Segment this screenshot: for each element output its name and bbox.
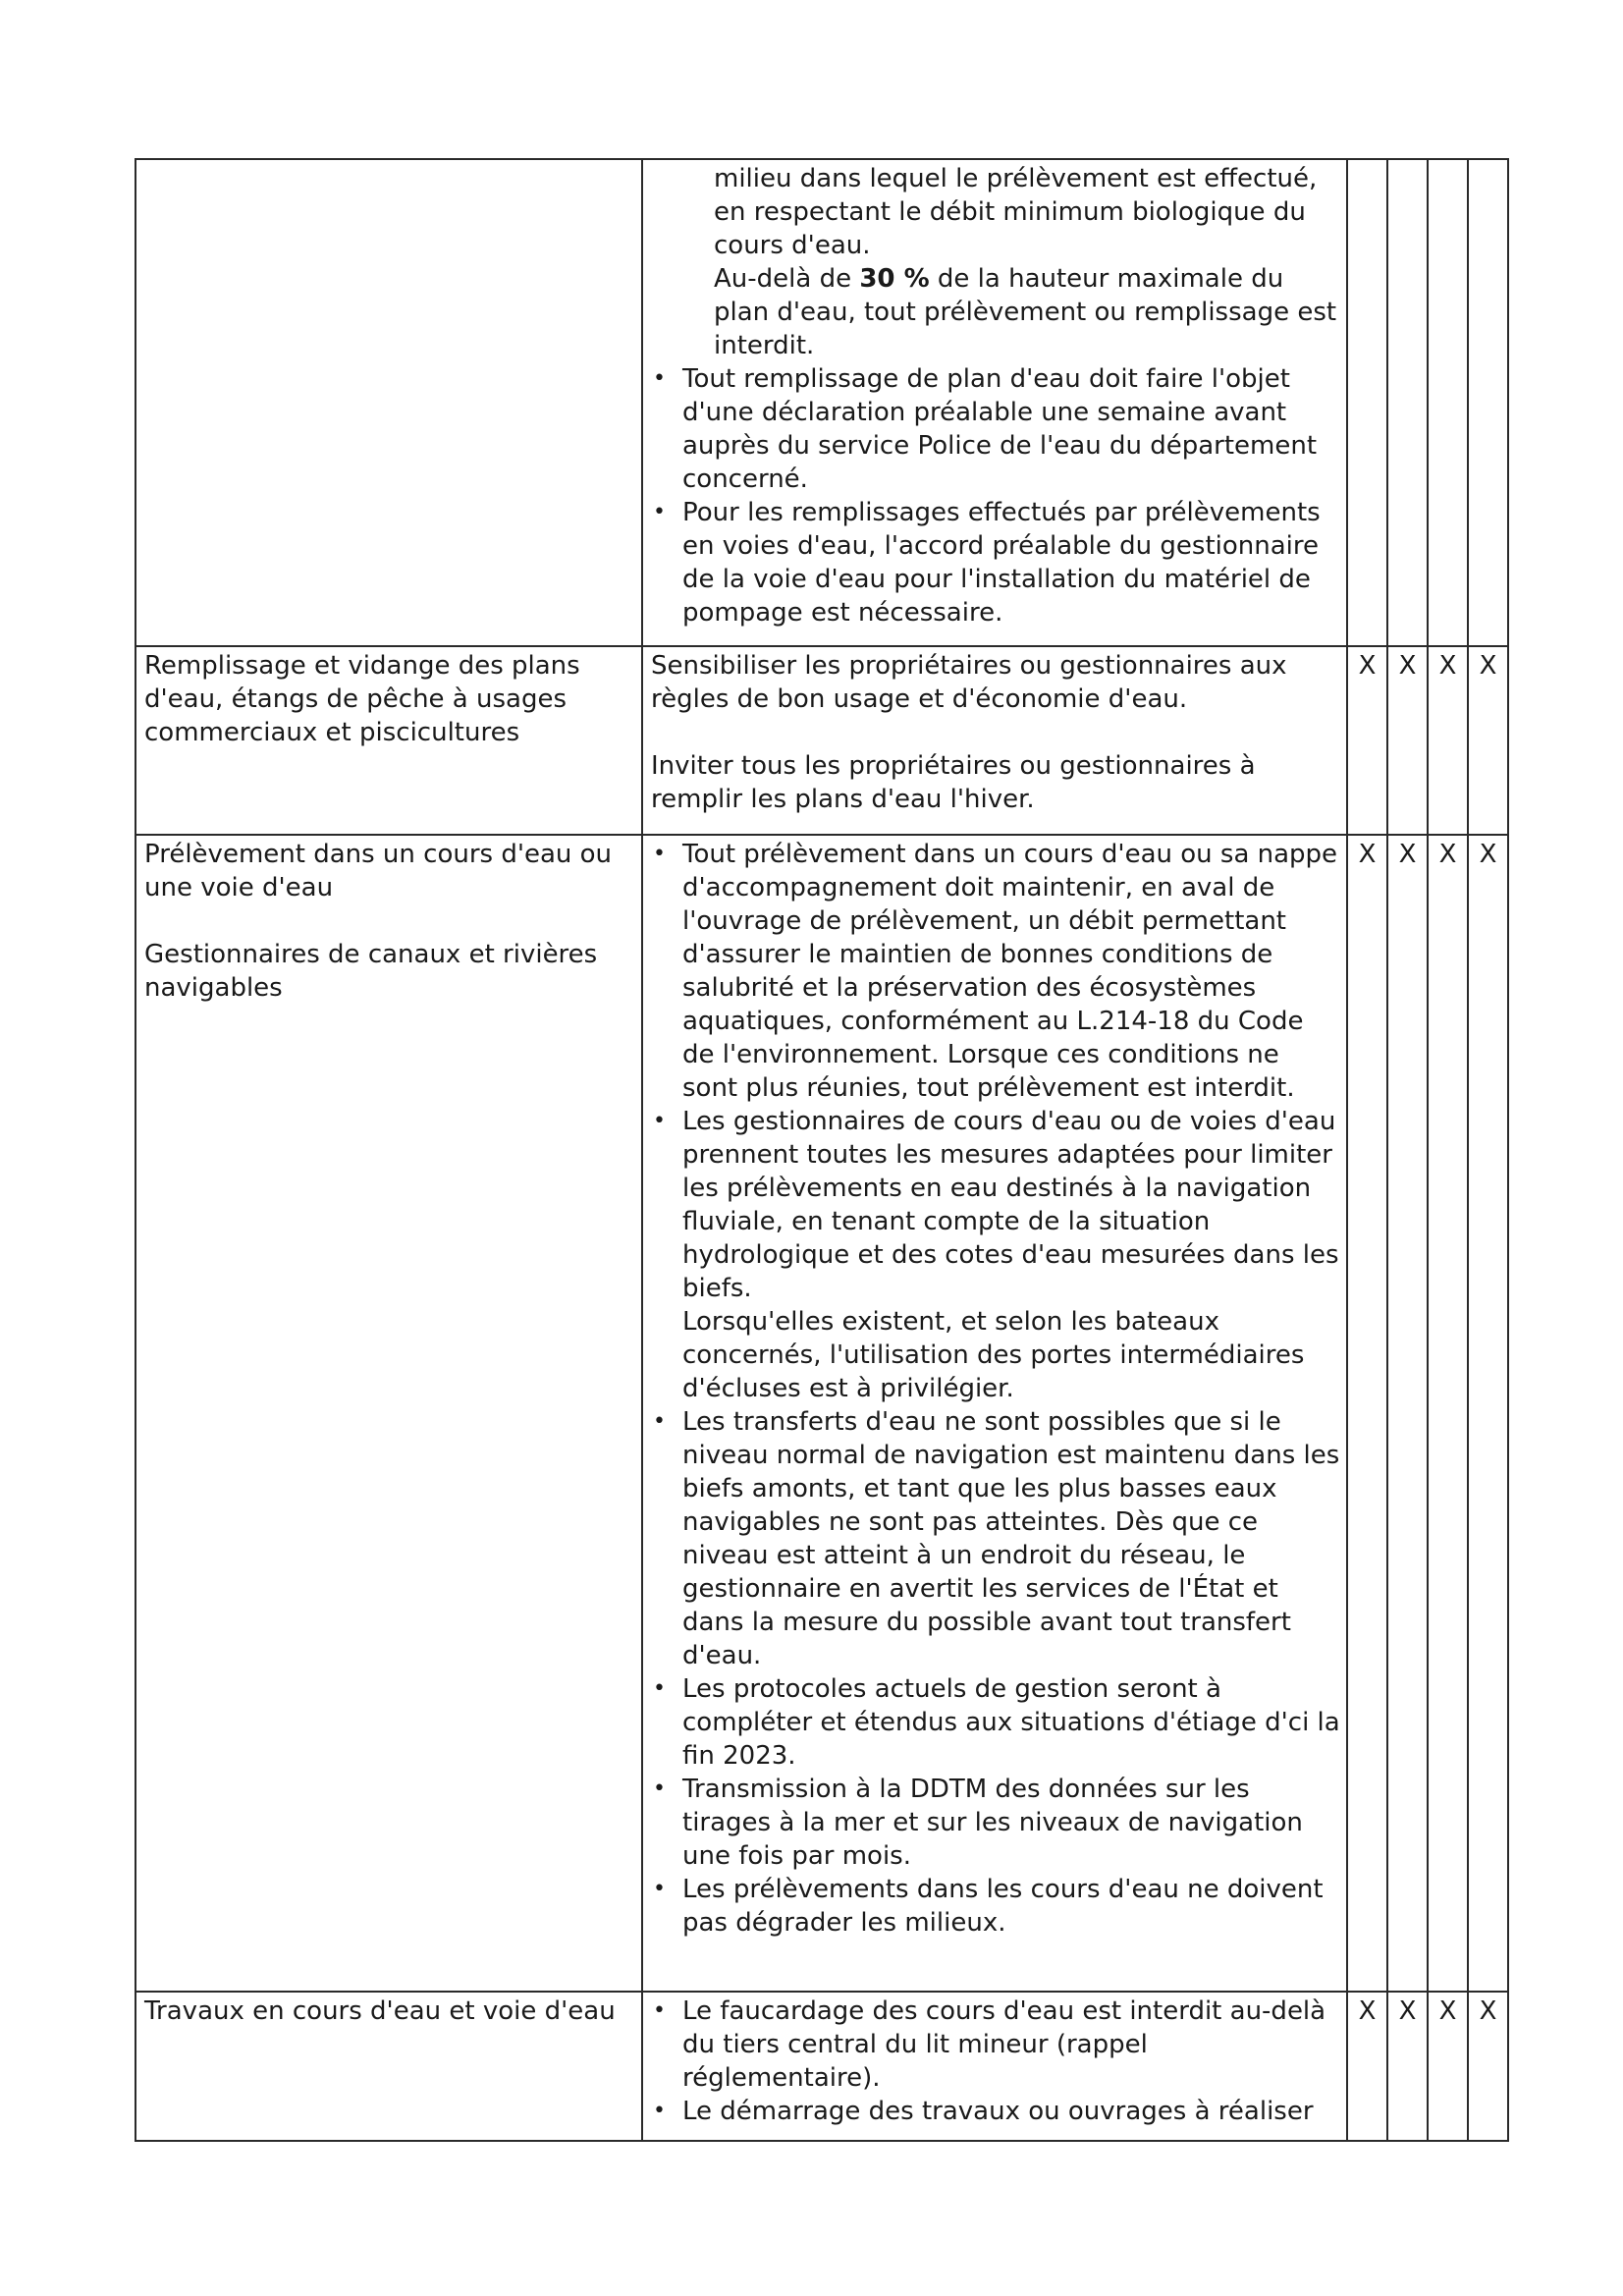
usage-label: Travaux en cours d'eau et voie d'eau — [144, 1996, 616, 2026]
table-row — [135, 1992, 1508, 2141]
usage-cell — [135, 646, 642, 835]
measures-list — [651, 1995, 1340, 2128]
mark-cell: X — [1468, 646, 1508, 835]
mark-cell: X — [1387, 1992, 1428, 2141]
table-row — [135, 159, 1508, 646]
measures-list — [651, 362, 1340, 629]
list-item: • Les protocoles actuels de gestion seront à compléter et étendus aux situations d'étiage d'ci la fin 2023. — [651, 1672, 1340, 1773]
measures-cell — [642, 159, 1347, 646]
list-item: • Tout remplissage de plan d'eau doit faire l'objet d'une déclaration préalable une semaine avant auprès du service Police de l'eau du département concerné. — [651, 362, 1340, 496]
mark-cell: X — [1347, 1992, 1387, 2141]
list-item: • Les gestionnaires de cours d'eau ou de voies d'eau prennent toutes les mesures adaptées pour limiter les prélèvements en eau destinés à la navigation fluviale, en tenant compte de la situation hydrologique et des cotes d'eau mesurées dans les biefs. Lorsqu'elles existent, et selon les bateaux concernés, l'utilisation des portes intermédiaires d'écluses est à privilégier. — [651, 1105, 1340, 1405]
mark-cell: X — [1347, 835, 1387, 1992]
measure-paragraph: Inviter tous les propriétaires ou gestionnaires à remplir les plans d'eau l'hiver. — [651, 751, 1256, 814]
measures-cell — [642, 646, 1347, 835]
mark-cell: X — [1347, 646, 1387, 835]
mark-cell: X — [1387, 646, 1428, 835]
mark-cell: X — [1387, 835, 1428, 1992]
usage-label: Remplissage et vidange des plans d'eau, étangs de pêche à usages commerciaux et piscicultures — [144, 651, 580, 747]
mark-cell: X — [1428, 1992, 1468, 2141]
usage-cell — [135, 159, 642, 646]
measures-list — [651, 838, 1340, 1940]
mark-cell — [1387, 159, 1428, 646]
continuation-text: milieu dans lequel le prélèvement est effectué, en respectant le débit minimum biologique du cours d'eau. Au-delà de 30 % de la hauteur maximale du plan d'eau, tout prélèvement ou remplissage est interdit. — [714, 164, 1337, 360]
mark-cell: X — [1428, 646, 1468, 835]
list-item: • Le démarrage des travaux ou ouvrages à réaliser — [651, 2095, 1340, 2128]
list-item: • Tout prélèvement dans un cours d'eau ou sa nappe d'accompagnement doit maintenir, en aval de l'ouvrage de prélèvement, un débit permettant d'assurer le maintien de bonnes conditions de salubrité et la préservation des écosystèmes aquatiques, conformément au L.214-18 du Code de l'environnement. Lorsque ces conditions ne sont plus réunies, tout prélèvement est interdit. — [651, 838, 1340, 1105]
usage-cell — [135, 1992, 642, 2141]
mark-cell: X — [1468, 835, 1508, 1992]
table-row — [135, 835, 1508, 1992]
measures-cell — [642, 1992, 1347, 2141]
list-item: • Les transferts d'eau ne sont possibles que si le niveau normal de navigation est maintenu dans les biefs amonts, et tant que les plus basses eaux navigables ne sont pas atteintes. Dès que ce niveau est atteint à un endroit du réseau, le gestionnaire en avertit les services de l'État et dans la mesure du possible avant tout transfert d'eau. — [651, 1405, 1340, 1672]
usage-cell — [135, 835, 642, 1992]
usage-label: Gestionnaires de canaux et rivières navigables — [144, 940, 598, 1003]
list-item: • Le faucardage des cours d'eau est interdit au-delà du tiers central du lit mineur (rappel réglementaire). — [651, 1995, 1340, 2095]
measure-paragraph: Sensibiliser les propriétaires ou gestionnaires aux règles de bon usage et d'économie d'eau. — [651, 651, 1287, 714]
mark-cell — [1347, 159, 1387, 646]
mark-cell — [1428, 159, 1468, 646]
threshold-value: 30 % — [859, 264, 930, 294]
measures-cell — [642, 835, 1347, 1992]
measures-table — [135, 158, 1509, 2142]
mark-cell — [1468, 159, 1508, 646]
list-item: • Les prélèvements dans les cours d'eau ne doivent pas dégrader les milieux. — [651, 1873, 1340, 1940]
list-item: • Transmission à la DDTM des données sur les tirages à la mer et sur les niveaux de navigation une fois par mois. — [651, 1773, 1340, 1873]
usage-label: Prélèvement dans un cours d'eau ou une voie d'eau — [144, 840, 613, 902]
list-item: • Pour les remplissages effectués par prélèvements en voies d'eau, l'accord préalable du gestionnaire de la voie d'eau pour l'installation du matériel de pompage est nécessaire. — [651, 496, 1340, 629]
mark-cell: X — [1428, 835, 1468, 1992]
mark-cell: X — [1468, 1992, 1508, 2141]
table-row — [135, 646, 1508, 835]
